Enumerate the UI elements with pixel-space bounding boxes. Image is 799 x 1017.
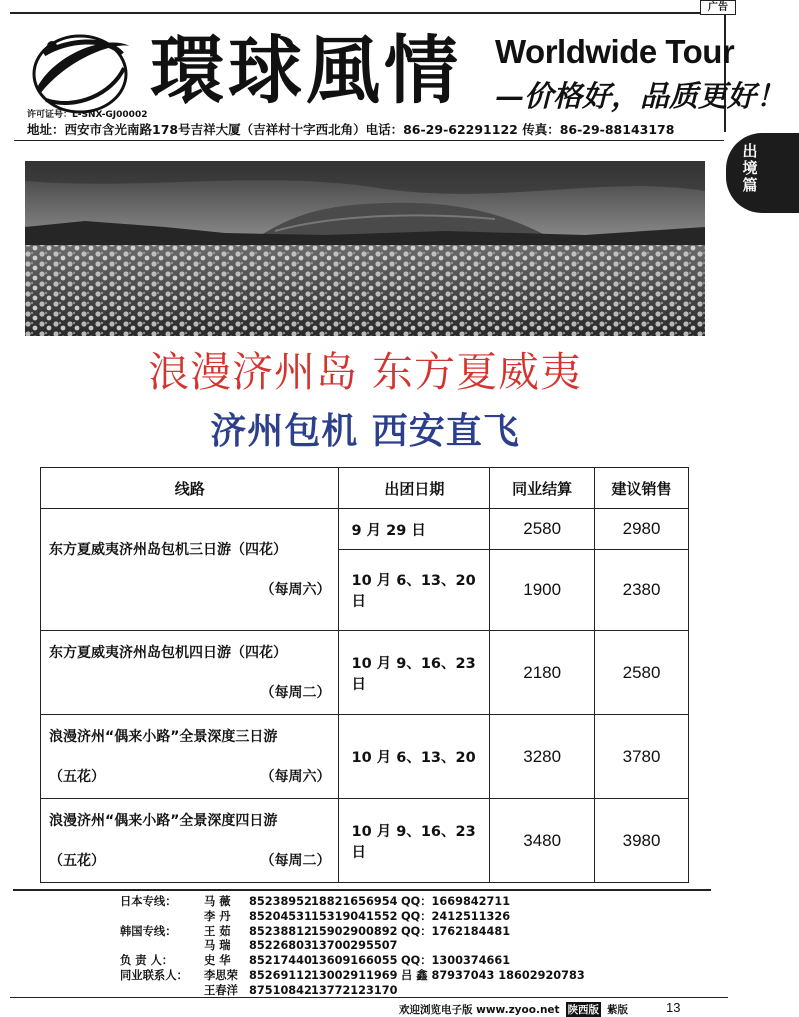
contact-row xyxy=(120,954,585,969)
route-name: 浪漫济州“偶来小路”全景深度四日游 xyxy=(49,812,278,829)
net-price: 3480 xyxy=(490,799,595,883)
contact-phone: 85238812 xyxy=(249,924,312,938)
route-name: 浪漫济州“偶来小路”全景深度三日游 xyxy=(49,728,278,745)
contact-name: 马 瑞 xyxy=(204,939,231,953)
contact-role: 负 责 人： xyxy=(120,954,174,968)
contact-phone: 85269112 xyxy=(249,968,312,982)
contact-phone: 85217440 xyxy=(249,954,312,968)
table-row xyxy=(41,631,689,715)
contact-extra: 吕 鑫 87937043 18602920783 xyxy=(401,968,585,982)
contact-name: 史 华 xyxy=(204,954,231,968)
table-row xyxy=(41,799,689,883)
retail-price: 3780 xyxy=(595,715,689,799)
edition-badge: 陕西版 xyxy=(567,1004,600,1016)
right-border xyxy=(724,12,726,132)
route-grade: （五花） xyxy=(49,768,105,785)
contact-role: 同业联系人： xyxy=(120,968,188,982)
header-net-price: 同业结算 xyxy=(490,468,595,509)
contact-row xyxy=(120,925,585,940)
table-row xyxy=(41,509,689,550)
retail-price: 3980 xyxy=(595,799,689,883)
route-name: 东方夏威夷济州岛包机三日游（四花） xyxy=(49,541,287,558)
contact-name: 马 薇 xyxy=(204,895,231,908)
brand-name-en: Worldwide Tour xyxy=(495,33,735,70)
contact-name: 王春洋 xyxy=(204,983,238,997)
slogan: —价格好，品质更好！ xyxy=(495,79,786,113)
license-number: 许可证号：L-SNX-GJ00002 xyxy=(27,110,148,120)
contact-mobile: 13002911969 xyxy=(311,968,398,982)
headline-subtitle: 济州包机 西安直飞 xyxy=(210,410,520,452)
globe-logo-icon xyxy=(26,24,134,116)
route-frequency: （每周六） xyxy=(260,768,331,785)
route-price-table xyxy=(40,467,689,883)
jeju-landscape-photo xyxy=(25,161,705,336)
departure-date: 9 月 29 日 xyxy=(339,509,490,550)
contact-row xyxy=(120,895,585,910)
route-cell xyxy=(41,715,339,799)
page-number: 13 xyxy=(666,1000,681,1015)
footer-divider xyxy=(10,997,728,998)
footer xyxy=(399,1002,628,1017)
route-name: 东方夏威夷济州岛包机四日游（四花） xyxy=(49,644,287,661)
net-price: 2580 xyxy=(490,509,595,550)
contact-qq: QQ：1762184481 xyxy=(401,924,511,938)
header-retail-price: 建议销售 xyxy=(595,468,689,509)
route-grade: （五花） xyxy=(49,852,105,869)
contact-mobile: 13609166055 xyxy=(311,954,398,968)
header-date: 出团日期 xyxy=(339,468,490,509)
contacts-divider xyxy=(13,889,711,891)
route-frequency: （每周二） xyxy=(260,852,331,869)
contact-role: 韩国专线： xyxy=(120,924,177,938)
top-border xyxy=(10,12,725,14)
contact-mobile: 13772123170 xyxy=(311,983,398,997)
contact-role xyxy=(120,939,204,954)
contact-phone: 85226803 xyxy=(249,939,312,953)
departure-date: 10 月 6、13、20 日 xyxy=(339,550,490,631)
departure-date: 10 月 9、16、23 日 xyxy=(339,799,490,883)
contact-role: 日本专线： xyxy=(120,895,177,908)
contact-list xyxy=(120,895,585,999)
ad-tag: 广告 xyxy=(700,0,736,15)
retail-price: 2380 xyxy=(595,550,689,631)
section-tab-label: 出境篇 xyxy=(742,142,758,194)
departure-date: 10 月 9、16、23 日 xyxy=(339,631,490,715)
edition-label: 紫版 xyxy=(607,1004,629,1016)
section-tab xyxy=(726,133,799,213)
net-price: 3280 xyxy=(490,715,595,799)
retail-price: 2980 xyxy=(595,509,689,550)
contact-role xyxy=(120,910,204,925)
headline-title: 浪漫济州岛 东方夏威夷 xyxy=(147,348,583,396)
contact-phone: 87510842 xyxy=(249,983,312,997)
contact-mobile: 15319041552 xyxy=(311,909,398,923)
contact-name: 李 丹 xyxy=(204,909,231,923)
table-row xyxy=(41,715,689,799)
departure-date: 10 月 6、13、20 xyxy=(339,715,490,799)
contact-name: 李思荣 xyxy=(204,968,238,982)
route-frequency: （每周六） xyxy=(260,581,331,598)
contact-phone: 85204531 xyxy=(249,909,312,923)
footer-website: 欢迎浏览电子版 www.zyoo.net xyxy=(399,1004,560,1016)
header-divider xyxy=(14,140,724,141)
header-route: 线路 xyxy=(41,468,339,509)
net-price: 1900 xyxy=(490,550,595,631)
retail-price: 2580 xyxy=(595,631,689,715)
brand-name-cn: 環球風情 xyxy=(150,28,462,114)
contact-row xyxy=(120,939,585,954)
route-cell xyxy=(41,631,339,715)
net-price: 2180 xyxy=(490,631,595,715)
contact-qq: QQ：1669842711 xyxy=(401,895,511,908)
contact-qq: QQ：1300374661 xyxy=(401,954,511,968)
route-cell xyxy=(41,509,339,631)
contact-row xyxy=(120,910,585,925)
route-frequency: （每周二） xyxy=(260,684,331,701)
contact-mobile: 15902900892 xyxy=(311,924,398,938)
contact-row xyxy=(120,969,585,984)
contact-qq: QQ：2412511326 xyxy=(401,909,511,923)
contact-name: 王 茹 xyxy=(204,924,231,938)
contact-mobile: 13700295507 xyxy=(311,939,398,953)
route-cell xyxy=(41,799,339,883)
address-line: 地址：西安市含光南路178号吉祥大厦（吉祥村十字西北角）电话：86-29-62291122 传真：86-29-88143178 xyxy=(27,122,675,137)
contact-phone: 85238952 xyxy=(249,895,312,908)
contact-mobile: 18821656954 xyxy=(311,895,398,908)
table-header-row xyxy=(41,468,689,509)
